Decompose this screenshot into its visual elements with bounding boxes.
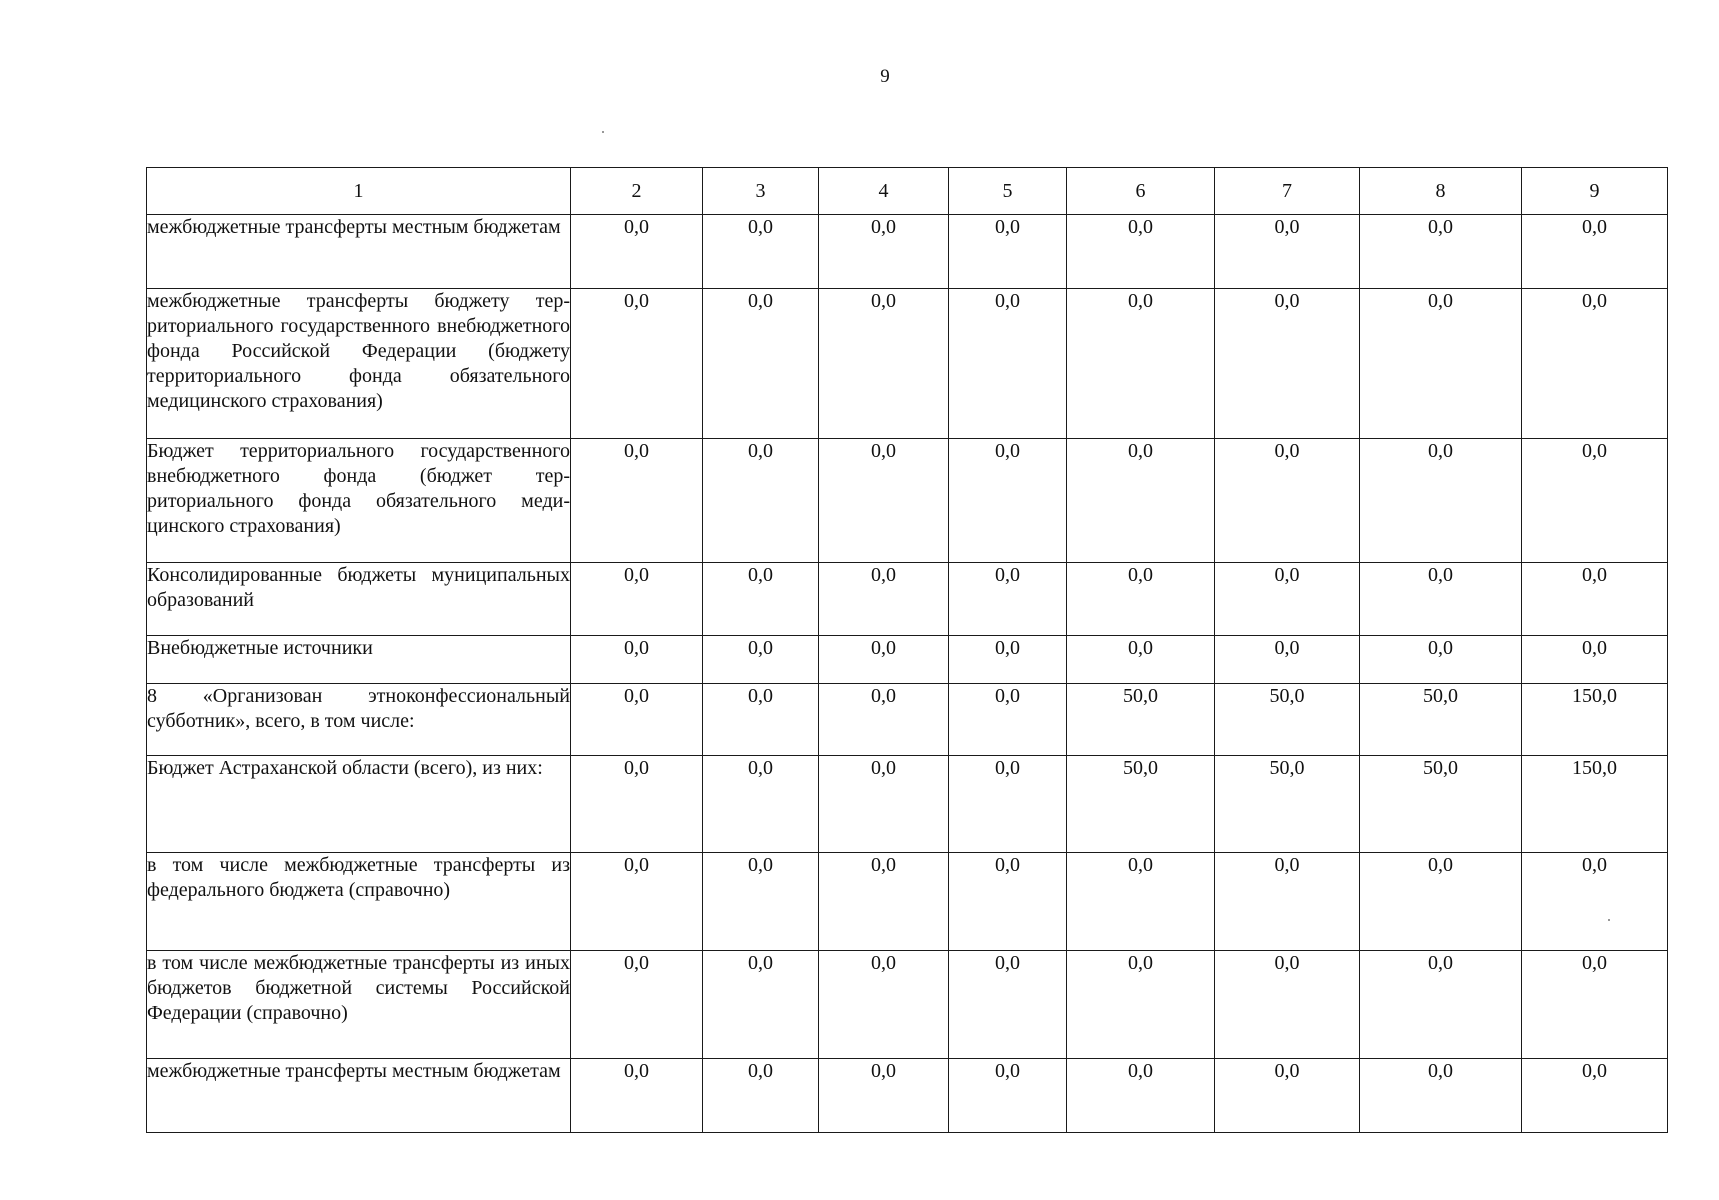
table-cell: 0,0 [1360, 289, 1522, 439]
table-cell: 0,0 [703, 215, 819, 289]
table-cell: 0,0 [1522, 289, 1668, 439]
table-cell: 0,0 [703, 951, 819, 1059]
table-cell: 0,0 [819, 289, 949, 439]
table-row [147, 636, 1668, 684]
table-row [147, 215, 1668, 289]
table-cell: 0,0 [1360, 951, 1522, 1059]
table-cell: 0,0 [819, 215, 949, 289]
budget-table [146, 167, 1668, 1133]
table-cell: 0,0 [949, 215, 1067, 289]
table-cell: 0,0 [1360, 853, 1522, 951]
column-header: 2 [571, 168, 703, 215]
table-cell: 0,0 [1215, 853, 1360, 951]
table-cell: 0,0 [949, 439, 1067, 563]
column-header: 7 [1215, 168, 1360, 215]
table-cell: 50,0 [1360, 756, 1522, 853]
column-header: 5 [949, 168, 1067, 215]
table-cell: 0,0 [1522, 853, 1668, 951]
table-cell: 0,0 [1067, 951, 1215, 1059]
table-cell: 0,0 [571, 756, 703, 853]
table-cell: 0,0 [703, 439, 819, 563]
table-cell: 0,0 [1215, 951, 1360, 1059]
table-cell: 0,0 [1360, 1059, 1522, 1133]
table-cell: 0,0 [1067, 215, 1215, 289]
row-label: межбюджетные трансферты местным бюджетам [147, 1059, 571, 1133]
table-cell: 0,0 [703, 563, 819, 636]
row-label: межбюджетные трансферты местным бюджетам [147, 215, 571, 289]
row-label: в том числе межбюджетные трансферты из федерального бюджета (справочно) [147, 853, 571, 951]
table-cell: 0,0 [703, 756, 819, 853]
table-cell: 0,0 [1522, 439, 1668, 563]
column-header: 4 [819, 168, 949, 215]
table-row [147, 289, 1668, 439]
table-cell: 0,0 [1360, 215, 1522, 289]
table-cell: 0,0 [1215, 1059, 1360, 1133]
row-label: Консолидированные бюджеты муниципальных образований [147, 563, 571, 636]
row-label: Бюджет Астраханской области (всего), из них: [147, 756, 571, 853]
table-cell: 0,0 [703, 1059, 819, 1133]
table-row [147, 853, 1668, 951]
table-cell: 0,0 [1522, 563, 1668, 636]
table-cell: 0,0 [571, 1059, 703, 1133]
table-cell: 50,0 [1215, 756, 1360, 853]
table-cell: 0,0 [819, 951, 949, 1059]
row-label: в том числе межбюджетные трансферты из иных бюджетов бюджетной системы Российской Федерации (справочно) [147, 951, 571, 1059]
table-cell: 50,0 [1360, 684, 1522, 756]
table-cell: 0,0 [571, 289, 703, 439]
column-header: 9 [1522, 168, 1668, 215]
table-cell: 0,0 [703, 684, 819, 756]
table-cell: 0,0 [571, 439, 703, 563]
table-cell: 0,0 [949, 951, 1067, 1059]
column-header: 1 [147, 168, 571, 215]
table-cell: 0,0 [949, 636, 1067, 684]
table-cell: 0,0 [1067, 439, 1215, 563]
table-cell: 0,0 [819, 756, 949, 853]
column-header: 8 [1360, 168, 1522, 215]
table-cell: 0,0 [949, 1059, 1067, 1133]
table-cell: 0,0 [949, 563, 1067, 636]
table-cell: 0,0 [571, 215, 703, 289]
table-cell: 0,0 [1067, 563, 1215, 636]
table-row [147, 563, 1668, 636]
table-cell: 150,0 [1522, 756, 1668, 853]
table-cell: 0,0 [1215, 563, 1360, 636]
table-cell: 0,0 [819, 684, 949, 756]
table-cell: 0,0 [819, 853, 949, 951]
table-cell: 0,0 [1067, 853, 1215, 951]
table-cell: 0,0 [949, 684, 1067, 756]
table-row [147, 1059, 1668, 1133]
table-cell: 50,0 [1067, 684, 1215, 756]
table-cell: 0,0 [819, 439, 949, 563]
table-cell: 0,0 [819, 563, 949, 636]
table-row [147, 684, 1668, 756]
column-header: 6 [1067, 168, 1215, 215]
table-row [147, 951, 1668, 1059]
table-cell: 0,0 [703, 636, 819, 684]
table-cell: 0,0 [1360, 636, 1522, 684]
table-cell: 0,0 [571, 951, 703, 1059]
row-label: межбюджетные трансферты бюджету территориального государственного внебюджетного фонда Российской Федерации (бюджету территориального фонда обязательного медицинского страхования) [147, 289, 571, 439]
row-label: 8 «Организован этноконфессиональный субботник», всего, в том числе: [147, 684, 571, 756]
table-cell: 50,0 [1215, 684, 1360, 756]
table-cell: 0,0 [571, 563, 703, 636]
table-cell: 0,0 [949, 289, 1067, 439]
row-label: Внебюджетные источники [147, 636, 571, 684]
page-number: 9 [880, 66, 890, 87]
table-cell: 50,0 [1067, 756, 1215, 853]
table-cell: 0,0 [949, 756, 1067, 853]
table-cell: 0,0 [1360, 439, 1522, 563]
table-cell: 0,0 [1522, 951, 1668, 1059]
table-cell: 0,0 [703, 289, 819, 439]
table-cell: 0,0 [571, 684, 703, 756]
table-cell: 0,0 [1522, 1059, 1668, 1133]
table-cell: 150,0 [1522, 684, 1668, 756]
table-cell: 0,0 [703, 853, 819, 951]
scan-speck [602, 131, 604, 133]
table-cell: 0,0 [571, 636, 703, 684]
table-cell: 0,0 [1522, 636, 1668, 684]
table-cell: 0,0 [1215, 289, 1360, 439]
table-row [147, 756, 1668, 853]
table-cell: 0,0 [571, 853, 703, 951]
table-cell: 0,0 [819, 636, 949, 684]
column-header: 3 [703, 168, 819, 215]
table-row [147, 439, 1668, 563]
table-cell: 0,0 [1360, 563, 1522, 636]
table-cell: 0,0 [819, 1059, 949, 1133]
table-cell: 0,0 [949, 853, 1067, 951]
table-cell: 0,0 [1215, 439, 1360, 563]
table-cell: 0,0 [1067, 1059, 1215, 1133]
table-header-row [147, 168, 1668, 215]
table-cell: 0,0 [1067, 636, 1215, 684]
row-label: Бюджет территориального государственного внебюджетного фонда (бюджет территориального фонда обязательного медицинского страхования) [147, 439, 571, 563]
table-cell: 0,0 [1215, 215, 1360, 289]
table-cell: 0,0 [1215, 636, 1360, 684]
table-cell: 0,0 [1522, 215, 1668, 289]
table-cell: 0,0 [1067, 289, 1215, 439]
